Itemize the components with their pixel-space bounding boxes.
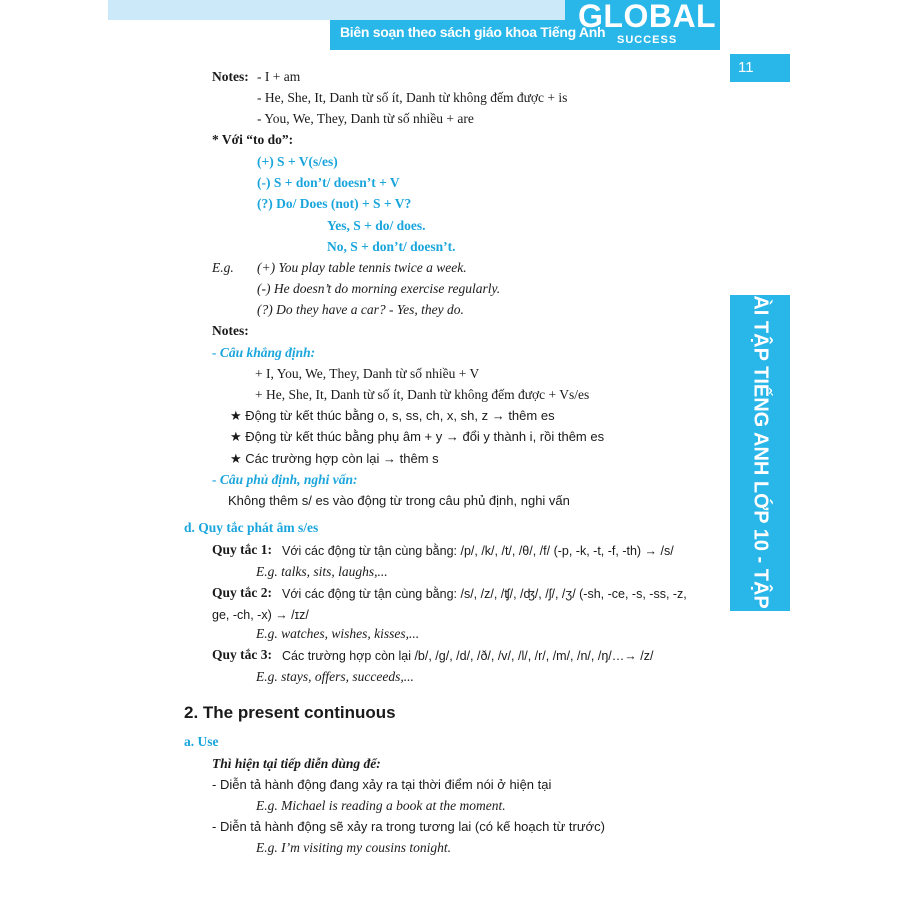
rule3-label: Quy tắc 3: — [212, 647, 272, 662]
formula-yes: Yes, S + do/ does. — [327, 218, 426, 233]
example-3: (?) Do they have a car? - Yes, they do. — [257, 302, 464, 317]
example-1: (+) You play table tennis twice a week. — [257, 260, 467, 275]
use-2-example: E.g. I’m visiting my cousins tonight. — [256, 840, 451, 855]
pronunciation-heading: d. Quy tắc phát âm s/es — [184, 520, 319, 535]
logo-success: SUCCESS — [617, 34, 678, 46]
negative-text: Không thêm s/ es vào động từ trong câu phủ định, nghi vấn — [228, 493, 570, 508]
negative-heading: - Câu phủ định, nghi vấn: — [212, 472, 358, 487]
example-2: (-) He doesn’t do morning exercise regularly. — [257, 281, 501, 296]
use-1: - Diễn tả hành động đang xảy ra tại thời điểm nói ở hiện tại — [212, 777, 552, 792]
rule-es-text: Động từ kết thúc bằng o, s, ss, ch, x, sh, z → thêm es — [245, 408, 555, 423]
formula-negative: (-) S + don’t/ doesn’t + V — [257, 175, 400, 190]
example-label: E.g. — [212, 260, 234, 275]
notes-label: Notes: — [212, 69, 249, 84]
rule1-example: E.g. talks, sits, laughs,... — [256, 564, 388, 579]
rule3-example: E.g. stays, offers, succeeds,... — [256, 669, 414, 684]
rule1-label: Quy tắc 1: — [212, 542, 272, 557]
affirmative-heading: - Câu khẳng định: — [212, 345, 316, 360]
use-1-example: E.g. Michael is reading a book at the moment. — [256, 798, 506, 813]
rule-es — [230, 408, 555, 424]
rule-s-text: Các trường hợp còn lại → thêm s — [245, 451, 439, 466]
rule2-label: Quy tắc 2: — [212, 585, 272, 600]
rule2-example: E.g. watches, wishes, kisses,... — [256, 626, 420, 641]
star-icon: ★ — [230, 451, 242, 466]
rule-ies-text: Động từ kết thúc bằng phụ âm + y → đổi y thành i, rồi thêm es — [245, 429, 605, 444]
rule2-text: Với các động từ tận cùng bằng: /s/, /z/, /ʧ/, /ʤ/, /ʃ/, /ʒ/ (-sh, -ce, -s, -ss, -z, — [282, 587, 687, 601]
rule-s — [230, 451, 439, 467]
formula-no: No, S + don’t/ doesn’t. — [327, 239, 456, 254]
notes2-label: Notes: — [212, 323, 249, 338]
use-2: - Diễn tả hành động sẽ xảy ra trong tương lai (có kế hoạch từ trước) — [212, 819, 605, 834]
page-number: 11 — [738, 59, 754, 76]
formula-question: (?) Do/ Does (not) + S + V? — [257, 196, 412, 211]
header-subtitle: Biên soạn theo sách giáo khoa Tiếng Anh — [340, 24, 606, 40]
notes-line-3: - You, We, They, Danh từ số nhiều + are — [257, 111, 474, 126]
rule2-text-cont: ge, -ch, -x) → /ɪz/ — [212, 608, 309, 622]
rule3-text: Các trường hợp còn lại /b/, /g/, /d/, /ð/, /v/, /l/, /r/, /m/, /n/, /ŋ/…→ /z/ — [282, 649, 654, 663]
star-icon: ★ — [230, 408, 242, 423]
star-icon: ★ — [230, 429, 242, 444]
todo-heading: * Với “to do”: — [212, 132, 294, 147]
rule1-text: Với các động từ tận cùng bằng: /p/, /k/, /t/, /θ/, /f/ (-p, -k, -t, -f, -th) → /s/ — [282, 544, 674, 558]
notes-line-2: - He, She, It, Danh từ số ít, Danh từ không đếm được + is — [257, 90, 568, 105]
side-tab-label: BÀI TẬP TIẾNG ANH LỚP 10 - TẬP 1 — [749, 280, 772, 626]
use-intro: Thì hiện tại tiếp diễn dùng để: — [212, 756, 381, 771]
affirmative-line-1: + I, You, We, They, Danh từ số nhiều + V — [255, 366, 480, 381]
use-heading: a. Use — [184, 734, 219, 749]
logo-global: GLOBAL — [578, 0, 717, 34]
notes-line-1: - I + am — [257, 69, 301, 84]
section-title: 2. The present continuous — [184, 703, 396, 722]
rule-ies — [230, 429, 604, 445]
affirmative-line-2: + He, She, It, Danh từ số ít, Danh từ không đếm được + Vs/es — [255, 387, 590, 402]
formula-positive: (+) S + V(s/es) — [257, 154, 338, 169]
